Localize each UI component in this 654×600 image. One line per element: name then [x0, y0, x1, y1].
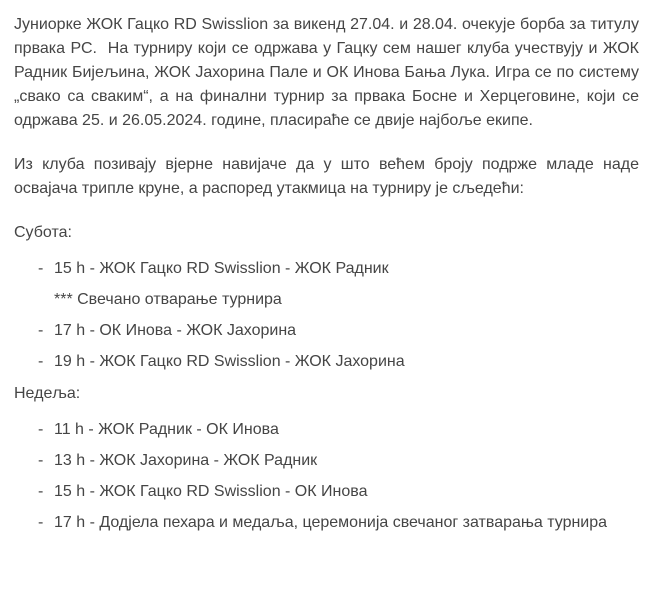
match-text: 15 h - ЖОК Гацко RD Swisslion - ЖОК Радник — [54, 260, 389, 277]
dash-bullet: - — [38, 483, 44, 500]
dash-bullet: - — [38, 322, 44, 339]
match-text: 11 h - ЖОК Радник - ОК Инова — [54, 421, 279, 438]
schedule-item-sat-19h — [14, 351, 639, 372]
schedule-item-sat-17h — [14, 320, 639, 341]
section-heading-saturday: Субота: — [14, 224, 72, 241]
dash-bullet: - — [38, 421, 44, 438]
closing-ceremony-text: 17 h - Додјела пехара и медаља, церемонија свечаног затварања турнира — [54, 514, 608, 531]
schedule-item-sat-15h — [14, 258, 639, 279]
match-text: 15 h - ЖОК Гацко RD Swisslion - ОК Инова — [54, 483, 368, 500]
match-text: 17 h - ОК Инова - ЖОК Јахорина — [54, 322, 297, 339]
dash-bullet: - — [38, 452, 44, 469]
schedule-item-sun-15h — [14, 481, 639, 502]
dash-bullet: - — [38, 514, 44, 531]
match-text: 13 h - ЖОК Јахорина - ЖОК Радник — [54, 452, 318, 469]
schedule-item-sun-17h — [14, 512, 639, 533]
schedule-item-sun-11h — [14, 419, 639, 440]
match-text: 19 h - ЖОК Гацко RD Swisslion - ЖОК Јахорина — [54, 353, 405, 370]
schedule-item-sun-13h — [14, 450, 639, 471]
dash-bullet: - — [38, 353, 44, 370]
section-heading-sunday: Недеља: — [14, 385, 81, 402]
invitation-paragraph: Из клуба позивају вјерне навијаче да у што већем броју подрже младе наде освајача трипле круне, а распоред утакмица на турниру је сљедећи: — [14, 156, 639, 197]
dash-bullet: - — [38, 260, 44, 277]
opening-ceremony-note: *** Свечано отварање турнира — [54, 291, 282, 308]
intro-paragraph: Јуниорке ЖОК Гацко RD Swisslion за викенд 27.04. и 28.04. очекује борба за титулу првака РС. На турниру који се одржава у Гацку сем нашег клуба учествују и ЖОК Радник Бијељина, ЖОК Јахорина Пале и ОК Инова Бања Лука. Игра се по систему „свако са сваким“, а на финални турнир за првака Босне и Херцеговине, који се одржава 25. и 26.05.2024. године, пласираће се двије најбоље екипе. — [14, 16, 639, 129]
